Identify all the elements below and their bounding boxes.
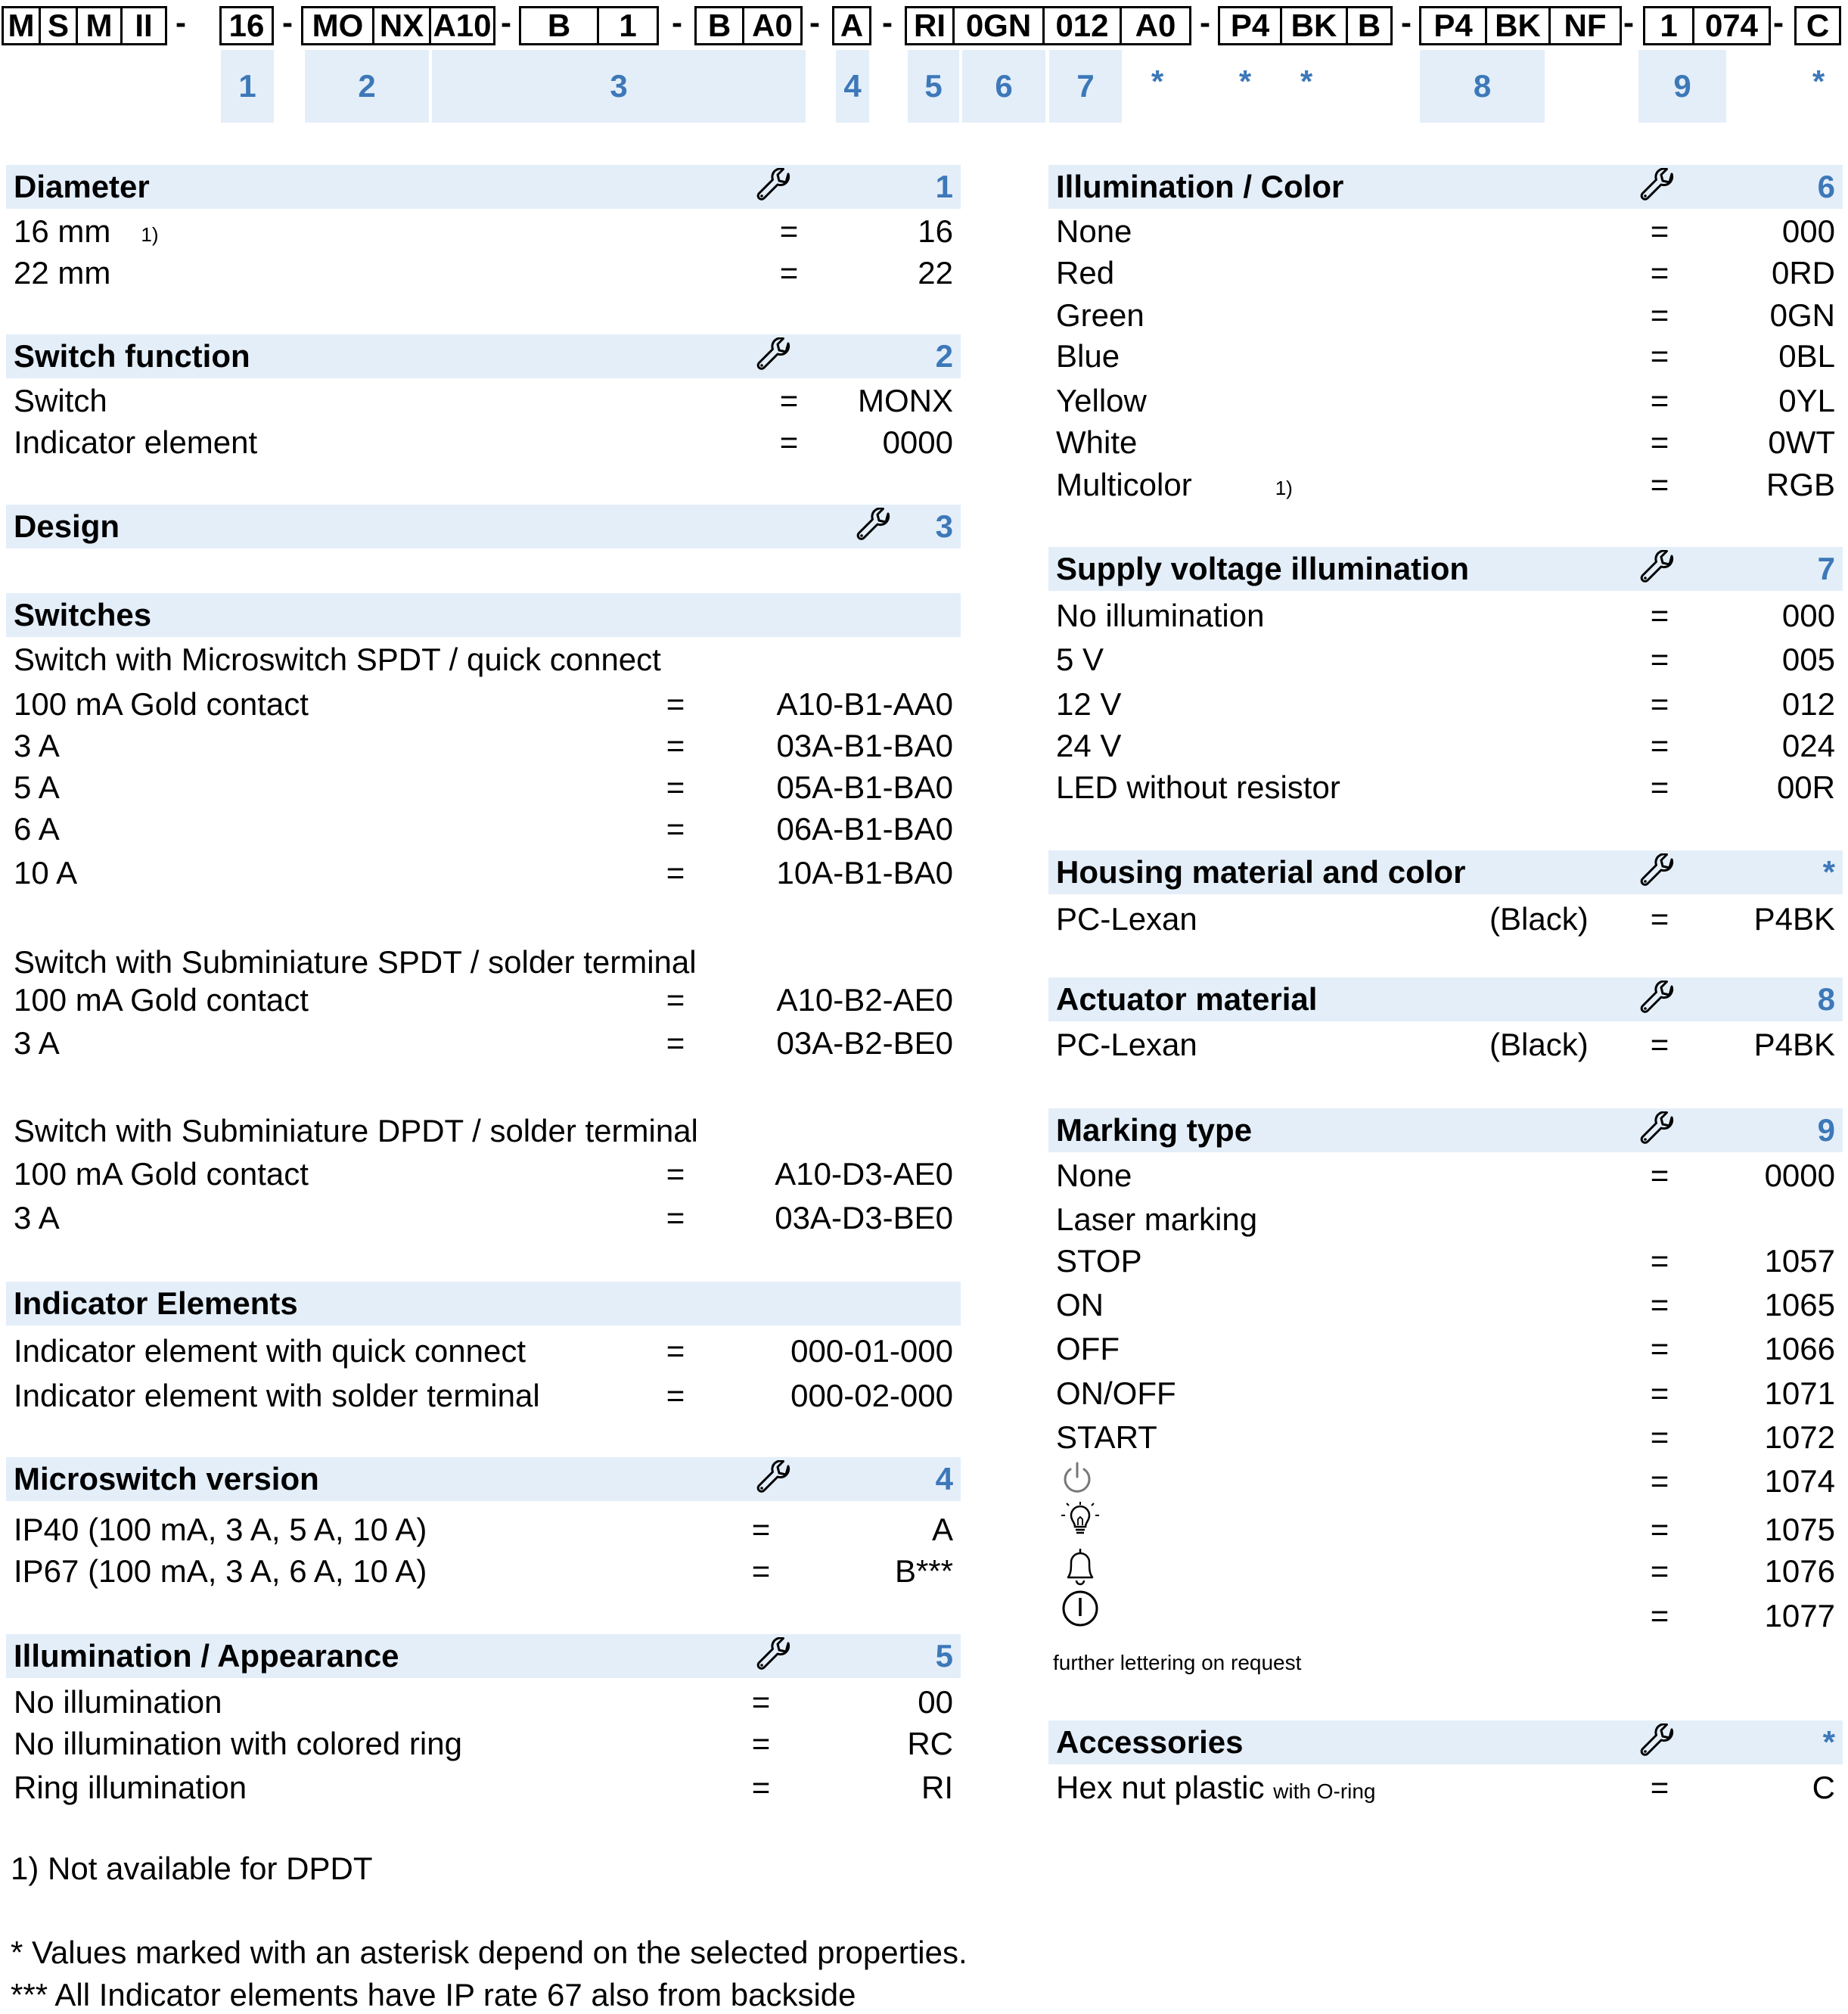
equals-sign: = — [1650, 424, 1669, 460]
section-title: Microswitch version — [14, 1461, 319, 1497]
option-row — [6, 1329, 961, 1368]
option-label: 5 A — [14, 769, 60, 805]
option-label: 10 A — [14, 855, 78, 890]
equals-sign: = — [751, 1684, 771, 1720]
option-code: 1057 — [1764, 1243, 1835, 1279]
option-row — [1048, 723, 1843, 763]
option-label: 3 A — [14, 728, 60, 763]
section-number: 7 — [1817, 551, 1835, 586]
section-title: Design — [14, 508, 120, 544]
option-row — [1048, 1507, 1843, 1546]
option-label: ON — [1056, 1287, 1104, 1322]
code-box: B — [519, 6, 599, 45]
separator: - — [1773, 5, 1784, 40]
equals-sign: = — [1650, 1375, 1669, 1411]
code-box: 1 — [1643, 6, 1694, 45]
option-code: MONX — [858, 383, 953, 418]
wrench-icon — [1638, 981, 1676, 1018]
option-code: 00 — [918, 1684, 953, 1720]
option-code: 10A-B1-BA0 — [776, 855, 953, 890]
equals-sign: = — [751, 1512, 771, 1547]
option-label: ON/OFF — [1056, 1375, 1176, 1411]
separator: - — [1401, 5, 1412, 40]
equals-sign: = — [1650, 1598, 1669, 1633]
footnote: *** All Indicator elements have IP rate 67 also from backside — [11, 1977, 856, 2012]
option-row — [1048, 1326, 1843, 1366]
code-box: 012 — [1042, 6, 1122, 45]
option-code: 05A-B1-BA0 — [776, 769, 953, 805]
equals-sign: = — [1650, 1158, 1669, 1193]
section-title: Diameter — [14, 169, 150, 204]
option-code: A — [931, 1512, 953, 1547]
footnote-ref: 1) — [141, 223, 159, 247]
equals-sign: = — [666, 811, 685, 847]
code-box: NX — [372, 6, 431, 45]
option-label: Hex nut plastic — [1056, 1770, 1265, 1805]
option-row — [1048, 1282, 1843, 1322]
option-label: Laser marking — [1056, 1201, 1258, 1237]
option-row — [6, 1549, 961, 1588]
option-label: Blue — [1056, 338, 1120, 374]
option-row — [6, 420, 961, 459]
option-code: 03A-D3-BE0 — [775, 1200, 953, 1235]
option-code: RGB — [1766, 467, 1835, 502]
option-label: 100 mA Gold contact — [14, 686, 309, 722]
code-box: P4 — [1218, 6, 1282, 45]
option-row — [1048, 1022, 1843, 1061]
section-header-accessories — [1048, 1720, 1843, 1764]
footnote: 1) Not available for DPDT — [11, 1851, 373, 1886]
wrench-icon — [1638, 1111, 1676, 1149]
option-row — [6, 723, 961, 763]
wrench-icon — [755, 1460, 793, 1498]
option-color-note: (Black) — [1489, 1027, 1589, 1062]
option-code: 03A-B1-BA0 — [776, 728, 953, 763]
option-label: No illumination with colored ring — [14, 1726, 462, 1761]
option-code: A10-B1-AA0 — [776, 686, 953, 722]
section-number: 4 — [935, 1461, 953, 1497]
section-header-supply-voltage — [1048, 547, 1843, 591]
wrench-icon — [755, 168, 793, 206]
option-row — [6, 1507, 961, 1546]
option-label: Multicolor — [1056, 467, 1192, 502]
option-row — [6, 378, 961, 418]
option-row — [1048, 1549, 1843, 1588]
equals-sign: = — [779, 383, 799, 418]
footnote: * Values marked with an asterisk depend on the selected properties. — [11, 1935, 967, 1970]
power-symbol-icon — [1059, 1460, 1095, 1497]
separator: - — [809, 5, 820, 40]
option-row — [1048, 420, 1843, 459]
option-code: 06A-B1-BA0 — [776, 811, 953, 847]
light-bulb-icon — [1059, 1500, 1101, 1542]
option-label: 16 mm — [14, 213, 111, 249]
code-box: M — [76, 6, 123, 45]
option-code: 1071 — [1764, 1375, 1835, 1411]
option-label: Indicator element — [14, 424, 258, 460]
code-box: C — [1794, 6, 1841, 45]
code-box: B — [694, 6, 744, 45]
option-code: 0WT — [1768, 424, 1835, 460]
equals-sign: = — [666, 1156, 685, 1192]
group-label: Switch with Subminiature SPDT / solder terminal — [14, 944, 697, 980]
section-header-microswitch-version — [6, 1457, 961, 1501]
option-code: 03A-B2-BE0 — [776, 1025, 953, 1061]
option-label: PC-Lexan — [1056, 1027, 1197, 1062]
option-code: RC — [907, 1726, 953, 1761]
separator: - — [1623, 5, 1634, 40]
option-color-note: (Black) — [1489, 901, 1589, 937]
section-number: * — [1822, 854, 1835, 890]
option-label: 3 A — [14, 1025, 60, 1061]
equals-sign: = — [1650, 1331, 1669, 1366]
option-row — [6, 1195, 961, 1235]
option-code: 1076 — [1764, 1553, 1835, 1589]
option-row — [1048, 250, 1843, 290]
separator: - — [282, 5, 293, 40]
option-row — [6, 682, 961, 721]
footnote-ref: 1) — [1275, 477, 1293, 500]
asterisk-mark: * — [1300, 64, 1313, 99]
option-row — [1048, 334, 1843, 373]
separator: - — [1200, 5, 1210, 40]
option-row — [6, 209, 961, 248]
option-row — [1048, 1153, 1843, 1192]
section-header-switches — [6, 593, 961, 637]
option-label: 6 A — [14, 811, 60, 847]
option-code: A10-B2-AE0 — [776, 982, 953, 1018]
equals-sign: = — [1650, 467, 1669, 502]
code-box: P4 — [1419, 6, 1487, 45]
option-code: 0GN — [1769, 297, 1835, 333]
option-code: 0YL — [1778, 383, 1835, 418]
asterisk-mark: * — [1812, 64, 1825, 99]
option-code: 0BL — [1778, 338, 1835, 374]
separator: - — [175, 5, 186, 40]
option-row — [1048, 637, 1843, 676]
equals-sign: = — [751, 1553, 771, 1589]
option-label: No illumination — [14, 1684, 222, 1720]
code-box: 1 — [597, 6, 659, 45]
section-number: 9 — [1817, 1112, 1835, 1148]
equals-sign: = — [666, 855, 685, 890]
option-code: RI — [921, 1770, 953, 1805]
equals-sign: = — [779, 424, 799, 460]
equals-sign: = — [1650, 1243, 1669, 1279]
wrench-icon — [1638, 168, 1676, 206]
equals-sign: = — [1650, 1553, 1669, 1589]
section-title: Accessories — [1056, 1724, 1244, 1760]
option-row — [1048, 1415, 1843, 1454]
option-label: Green — [1056, 297, 1145, 333]
option-code: 1072 — [1764, 1419, 1835, 1455]
section-title: Marking type — [1056, 1112, 1253, 1148]
option-row — [6, 1721, 961, 1761]
equals-sign: = — [1650, 686, 1669, 722]
option-row — [1048, 378, 1843, 418]
asterisk-mark: * — [1238, 64, 1252, 99]
section-header-diameter — [6, 165, 961, 209]
option-label: Ring illumination — [14, 1770, 247, 1805]
wrench-icon — [755, 337, 793, 375]
section-header-marking-type — [1048, 1108, 1843, 1152]
option-row — [1048, 462, 1843, 502]
code-box: MO — [301, 6, 374, 45]
option-row — [6, 1152, 961, 1191]
option-row — [1048, 682, 1843, 721]
option-row — [1048, 1459, 1843, 1498]
option-label: None — [1056, 1158, 1132, 1193]
option-label: IP67 (100 mA, 3 A, 6 A, 10 A) — [14, 1553, 427, 1589]
code-box: BK — [1485, 6, 1551, 45]
option-label: LED without resistor — [1056, 769, 1340, 805]
separator: - — [501, 5, 511, 40]
option-row — [1048, 1765, 1843, 1804]
option-code: 000 — [1781, 598, 1835, 633]
marking-footnote: further lettering on request — [1053, 1651, 1302, 1674]
code-box: 074 — [1692, 6, 1771, 45]
code-box: A0 — [1120, 6, 1191, 45]
wrench-icon — [755, 1637, 793, 1675]
section-title: Illumination / Appearance — [14, 1638, 399, 1674]
equals-sign: = — [779, 213, 799, 249]
section-title: Switch function — [14, 338, 250, 374]
section-number: 2 — [935, 338, 953, 374]
option-label: Indicator element with quick connect — [14, 1333, 526, 1369]
option-code: B*** — [894, 1553, 953, 1589]
option-row — [6, 1765, 961, 1804]
equals-sign: = — [666, 769, 685, 805]
option-row — [1048, 1239, 1843, 1278]
option-code: 012 — [1781, 686, 1835, 722]
code-box: A10 — [429, 6, 495, 45]
equals-sign: = — [1650, 1512, 1669, 1547]
option-row — [1048, 897, 1843, 936]
equals-sign: = — [666, 1025, 685, 1061]
option-label: 12 V — [1056, 686, 1122, 722]
option-code: P4BK — [1753, 1027, 1835, 1062]
option-label: 5 V — [1056, 642, 1104, 677]
code-box: 0GN — [952, 6, 1045, 45]
equals-sign: = — [1650, 728, 1669, 763]
section-title: Supply voltage illumination — [1056, 551, 1470, 586]
equals-sign: = — [666, 1200, 685, 1235]
option-code: 000-01-000 — [790, 1333, 953, 1369]
section-header-illumination-appearance — [6, 1634, 961, 1678]
option-code: 00R — [1776, 769, 1835, 805]
option-row — [6, 850, 961, 890]
equals-sign: = — [666, 686, 685, 722]
option-label: White — [1056, 424, 1138, 460]
option-label: Indicator element with solder terminal — [14, 1378, 540, 1413]
option-code: 024 — [1781, 728, 1835, 763]
option-code: P4BK — [1753, 901, 1835, 937]
option-label: OFF — [1056, 1331, 1120, 1366]
option-row — [6, 807, 961, 846]
equals-sign: = — [751, 1726, 771, 1761]
option-code: 000-02-000 — [790, 1378, 953, 1413]
option-label: STOP — [1056, 1243, 1142, 1279]
code-box: A0 — [742, 6, 803, 45]
option-label: 3 A — [14, 1200, 60, 1235]
section-title: Actuator material — [1056, 981, 1318, 1017]
option-row — [1048, 293, 1843, 332]
separator: - — [882, 5, 893, 40]
section-number: 6 — [1817, 169, 1835, 204]
code-box: BK — [1280, 6, 1348, 45]
equals-sign: = — [1650, 1287, 1669, 1322]
group-title — [6, 940, 961, 979]
equals-sign: = — [1650, 297, 1669, 333]
section-number: 8 — [1817, 981, 1835, 1017]
equals-sign: = — [666, 728, 685, 763]
equals-sign: = — [1650, 338, 1669, 374]
group-label: Switch with Subminiature DPDT / solder terminal — [14, 1113, 698, 1148]
position-label: 7 — [1049, 50, 1122, 123]
option-code: 16 — [918, 213, 953, 249]
section-title: Switches — [14, 597, 152, 632]
option-row — [1048, 1593, 1843, 1633]
option-label: Yellow — [1056, 383, 1147, 418]
option-row — [6, 977, 961, 1017]
equals-sign: = — [779, 255, 799, 291]
equals-sign: = — [1650, 1770, 1669, 1805]
option-code: 1077 — [1764, 1598, 1835, 1633]
option-code: 0000 — [882, 424, 953, 460]
option-row — [1048, 765, 1843, 804]
equals-sign: = — [1650, 901, 1669, 937]
equals-sign: = — [1650, 1027, 1669, 1062]
position-label: 6 — [962, 50, 1045, 123]
option-code: 1074 — [1764, 1463, 1835, 1499]
code-box: S — [39, 6, 78, 45]
option-code: 22 — [918, 255, 953, 291]
section-number: 5 — [935, 1638, 953, 1674]
equals-sign: = — [666, 982, 685, 1018]
option-label: 22 mm — [14, 255, 111, 291]
option-row — [6, 765, 961, 804]
section-title: Illumination / Color — [1056, 169, 1344, 204]
section-title: Housing material and color — [1056, 854, 1466, 890]
equals-sign: = — [1650, 642, 1669, 677]
group-label: Switch with Microswitch SPDT / quick connect — [14, 642, 661, 677]
option-code: 1066 — [1764, 1331, 1835, 1366]
option-code: C — [1812, 1770, 1835, 1805]
option-row — [1048, 1371, 1843, 1410]
option-code: 005 — [1781, 642, 1835, 677]
section-header-indicator-elements — [6, 1282, 961, 1326]
group-title — [6, 637, 961, 676]
group-title — [6, 1108, 961, 1148]
option-row — [1048, 209, 1843, 248]
group-title — [1048, 1197, 1843, 1236]
option-code: A10-D3-AE0 — [775, 1156, 953, 1192]
equals-sign: = — [1650, 213, 1669, 249]
code-box: B — [1346, 6, 1393, 45]
code-box: M — [2, 6, 41, 45]
equals-sign: = — [1650, 1419, 1669, 1455]
info-circle-icon — [1059, 1587, 1101, 1630]
code-box: NF — [1548, 6, 1622, 45]
equals-sign: = — [1650, 255, 1669, 291]
section-header-illumination-color — [1048, 165, 1843, 209]
equals-sign: = — [1650, 1463, 1669, 1499]
option-row — [6, 1680, 961, 1719]
option-row — [6, 1021, 961, 1060]
option-label: PC-Lexan — [1056, 901, 1197, 937]
equals-sign: = — [666, 1333, 685, 1369]
option-label: No illumination — [1056, 598, 1265, 633]
section-title: Indicator Elements — [14, 1285, 298, 1321]
code-box: 16 — [219, 6, 274, 45]
asterisk-mark: * — [1151, 64, 1164, 99]
section-header-design — [6, 505, 961, 549]
option-label: IP40 (100 mA, 3 A, 5 A, 10 A) — [14, 1512, 427, 1547]
section-header-housing — [1048, 850, 1843, 894]
position-label: 1 — [221, 50, 274, 123]
position-label: 3 — [432, 50, 806, 123]
option-label: START — [1056, 1419, 1157, 1455]
equals-sign: = — [751, 1770, 771, 1805]
wrench-icon — [1638, 853, 1676, 891]
option-code: 1075 — [1764, 1512, 1835, 1547]
position-label: 2 — [305, 50, 429, 123]
option-label: 100 mA Gold contact — [14, 982, 309, 1018]
position-label: 8 — [1420, 50, 1545, 123]
option-note: with O-ring — [1273, 1779, 1376, 1803]
section-number: 1 — [935, 169, 953, 204]
wrench-icon — [1638, 550, 1676, 588]
code-box: RI — [905, 6, 955, 45]
option-row — [1048, 593, 1843, 632]
section-number: 3 — [935, 508, 953, 544]
section-header-actuator — [1048, 977, 1843, 1021]
option-label: None — [1056, 213, 1132, 249]
option-label: 24 V — [1056, 728, 1122, 763]
position-label: 5 — [908, 50, 959, 123]
position-label: 4 — [836, 50, 869, 123]
wrench-icon — [855, 508, 893, 545]
equals-sign: = — [1650, 598, 1669, 633]
equals-sign: = — [1650, 769, 1669, 805]
option-row — [6, 250, 961, 290]
code-box: II — [120, 6, 167, 45]
option-label: 100 mA Gold contact — [14, 1156, 309, 1192]
code-box: A — [832, 6, 871, 45]
option-code: 1065 — [1764, 1287, 1835, 1322]
option-code: 000 — [1781, 213, 1835, 249]
option-code: 0000 — [1764, 1158, 1835, 1193]
bell-icon — [1059, 1546, 1101, 1588]
option-label: Red — [1056, 255, 1115, 291]
footnote-row — [1048, 1646, 1843, 1686]
separator: - — [672, 5, 682, 40]
option-code: 0RD — [1771, 255, 1835, 291]
position-label: 9 — [1638, 50, 1726, 123]
wrench-icon — [1638, 1723, 1676, 1761]
equals-sign: = — [1650, 383, 1669, 418]
option-label: Switch — [14, 383, 107, 418]
section-number: * — [1822, 1724, 1835, 1760]
equals-sign: = — [666, 1378, 685, 1413]
option-row — [6, 1373, 961, 1413]
section-header-switch-function — [6, 334, 961, 378]
